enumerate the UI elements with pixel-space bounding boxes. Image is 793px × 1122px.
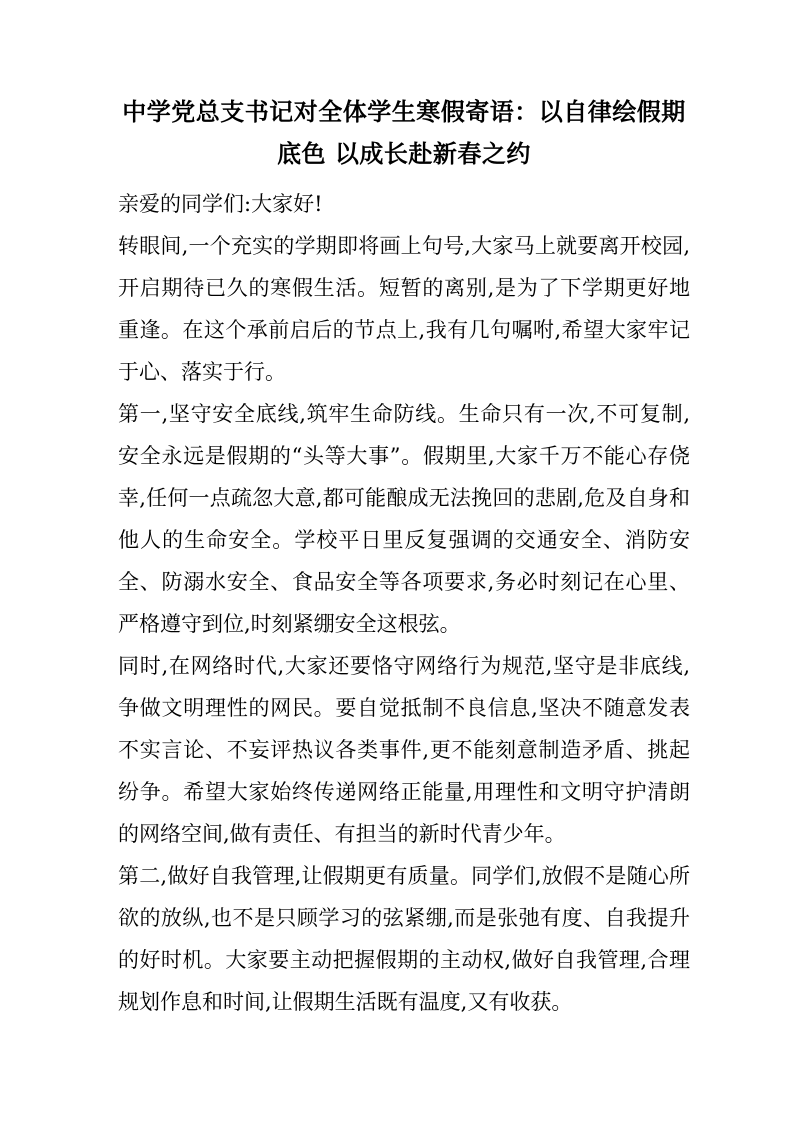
paragraph-network-conduct: 同时,在网络时代,大家还要恪守网络行为规范,坚守是非底线,争做文明理性的网民。要自觉抵制不良信息,坚决不随意发表不实言论、不妄评热议各类事件,更不能刻意制造矛盾、挑起纷争。希望大家始终传递网络正能量,用理性和文明守护清朗的网络空间,做有责任、有担当的新时代青少年。 xyxy=(118,654,690,846)
document-title: 中学党总支书记对全体学生寒假寄语：以自律绘假期底色 以成长赴新春之约 xyxy=(122,97,686,168)
paragraph-greeting: 亲爱的同学们:大家好! xyxy=(118,192,323,216)
paragraph-intro: 转眼间,一个充实的学期即将画上句号,大家马上就要离开校园,开启期待已久的寒假生活。短暂的离别,是为了下学期更好地重逢。在这个承前启后的节点上,我有几句嘱咐,希望大家牢记于心、落实于行。 xyxy=(118,234,690,384)
paragraph-point-two-self-management: 第二,做好自我管理,让假期更有质量。同学们,放假不是随心所欲的放纵,也不是只顾学习的弦紧绷,而是张弛有度、自我提升的好时机。大家要主动把握假期的主动权,做好自我管理,合理规划作息和时间,让假期生活既有温度,又有收获。 xyxy=(118,864,690,1014)
paragraph-point-one-safety: 第一,坚守安全底线,筑牢生命防线。生命只有一次,不可复制,安全永远是假期的“头等大事”。假期里,大家千万不能心存侥幸,任何一点疏忽大意,都可能酿成无法挽回的悲剧,危及自身和他人的生命安全。学校平日里反复强调的交通安全、消防安全、防溺水安全、食品安全等各项要求,务必时刻记在心里、严格遵守到位,时刻紧绷安全这根弦。 xyxy=(118,402,690,636)
